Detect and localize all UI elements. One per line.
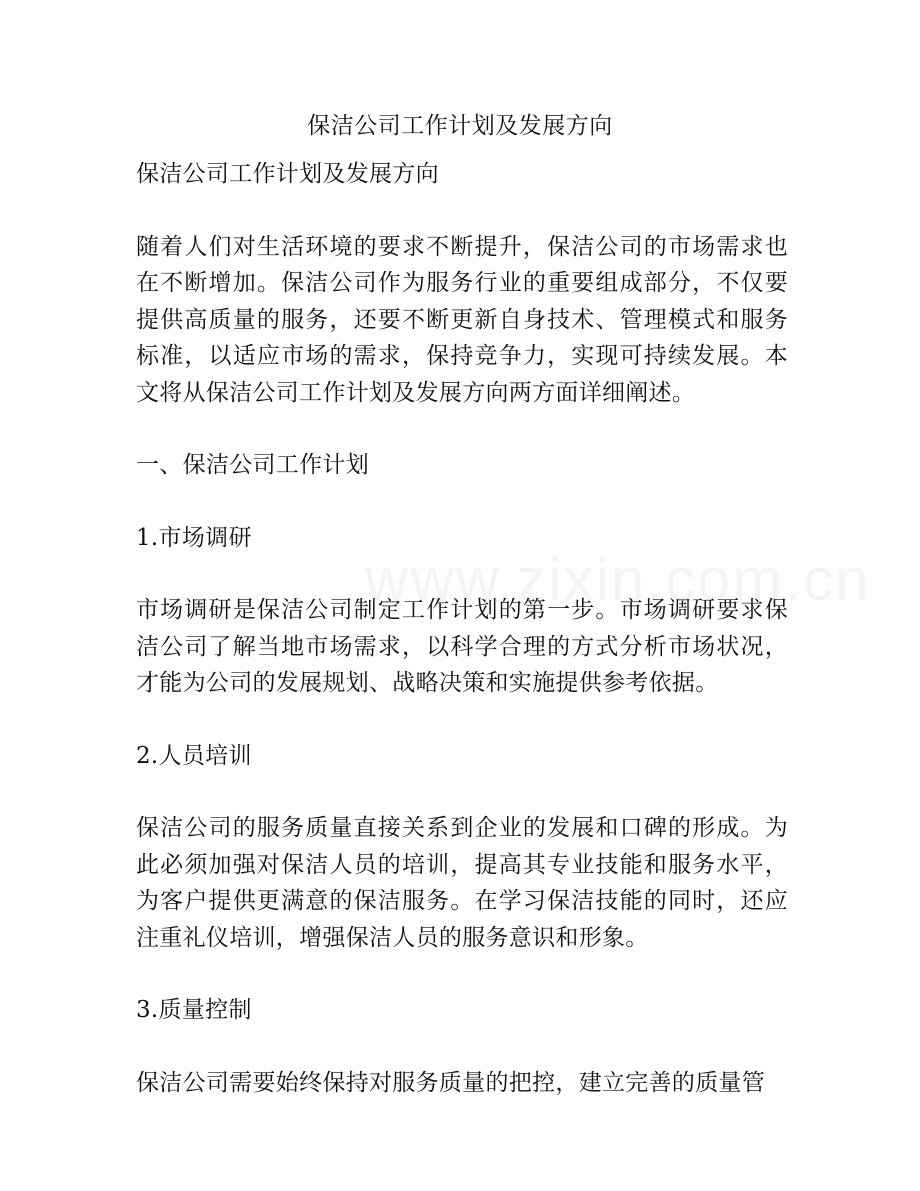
item-heading: 2.人员培训 (136, 742, 252, 769)
page-title: 保洁公司工作计划及发展方向 (307, 113, 613, 139)
item-paragraph: 市场调研是保洁公司制定工作计划的第一步。市场调研要求保洁公司了解当地市场需求，以科学合理的方式分析市场状况，才能为公司的发展规划、战略决策和实施提供参考依据。 (136, 597, 788, 696)
section-heading: 一、保洁公司工作计划 (136, 452, 369, 478)
item-heading: 3.质量控制 (136, 997, 252, 1023)
document-body (136, 156, 788, 1101)
intro-paragraph: 随着人们对生活环境的要求不断提升，保洁公司的市场需求也在不断增加。保洁公司作为服务行业的重要组成部分，不仅要提供高质量的服务，还要不断更新自身技术、管理模式和服务标准，以适应市场的需求，保持竞争力，实现可持续发展。本文将从保洁公司工作计划及发展方向两方面详细阐述。 (136, 233, 788, 406)
subtitle: 保洁公司工作计划及发展方向 (136, 161, 439, 187)
item-paragraph: 保洁公司需要始终保持对服务质量的把控，建立完善的质量管 (136, 1069, 766, 1096)
item-heading: 1.市场调研 (136, 524, 252, 551)
item-paragraph: 保洁公司的服务质量直接关系到企业的发展和口碑的形成。为此必须加强对保洁人员的培训，提高其专业技能和服务水平，为客户提供更满意的保洁服务。在学习保洁技能的同时，还应注重礼仪培训，增强保洁人员的服务意识和形象。 (136, 815, 788, 951)
